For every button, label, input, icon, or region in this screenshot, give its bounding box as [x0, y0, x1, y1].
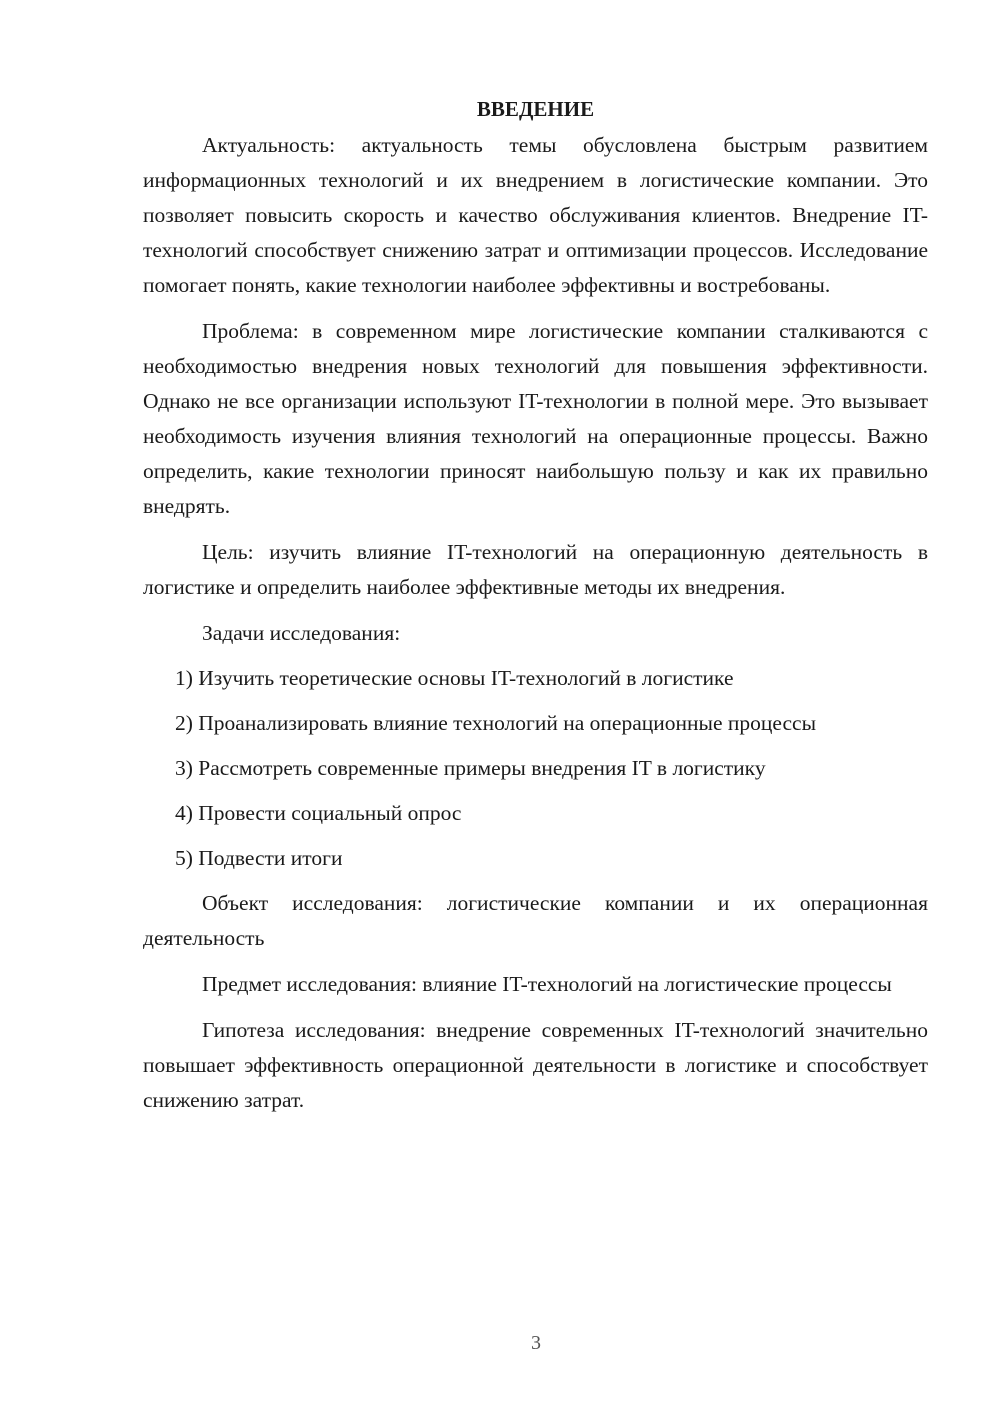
relevance-paragraph: Актуальность: актуальность темы обусловлена быстрым развитием информационных технологий и их внедрением в логистические компании. Это позволяет повысить скорость и качество обслуживания клиентов. Внедрение IT-технологий способствует снижению затрат и оптимизации процессов. Исследование помогает понять, какие технологии наиболее эффективны и востребованы. [143, 133, 928, 297]
page-title: ВВЕДЕНИЕ [476, 97, 595, 121]
object-paragraph: Объект исследования: логистические компании и их операционная деятельность [143, 891, 928, 950]
list-item: 5) Подвести итоги [175, 846, 343, 870]
subject-paragraph: Предмет исследования: влияние IT-технологий на логистические процессы [202, 972, 892, 996]
problem-paragraph: Проблема: в современном мире логистические компании сталкиваются с необходимостью внедрения новых технологий для повышения эффективности. Однако не все организации используют IT-технологии в полной мере. Это вызывает необходимость изучения влияния технологий на операционные процессы. Важно определить, какие технологии приносят наибольшую пользу и как их правильно внедрять. [143, 319, 928, 518]
list-item: 4) Провести социальный опрос [175, 801, 462, 825]
goal-paragraph: Цель: изучить влияние IT-технологий на операционную деятельность в логистике и определить наиболее эффективные методы их внедрения. [143, 540, 928, 599]
hypothesis-paragraph: Гипотеза исследования: внедрение современных IT-технологий значительно повышает эффективность операционной деятельности в логистике и способствует снижению затрат. [143, 1018, 928, 1112]
list-item: 1) Изучить теоретические основы IT-технологий в логистике [175, 666, 734, 690]
document-body [143, 92, 928, 1118]
list-item: 3) Рассмотреть современные примеры внедрения IT в логистику [175, 756, 766, 780]
page-number: 3 [531, 1332, 541, 1354]
tasks-title: Задачи исследования: [202, 621, 401, 645]
list-item: 2) Проанализировать влияние технологий на операционные процессы [175, 711, 817, 735]
task-list [143, 661, 928, 876]
